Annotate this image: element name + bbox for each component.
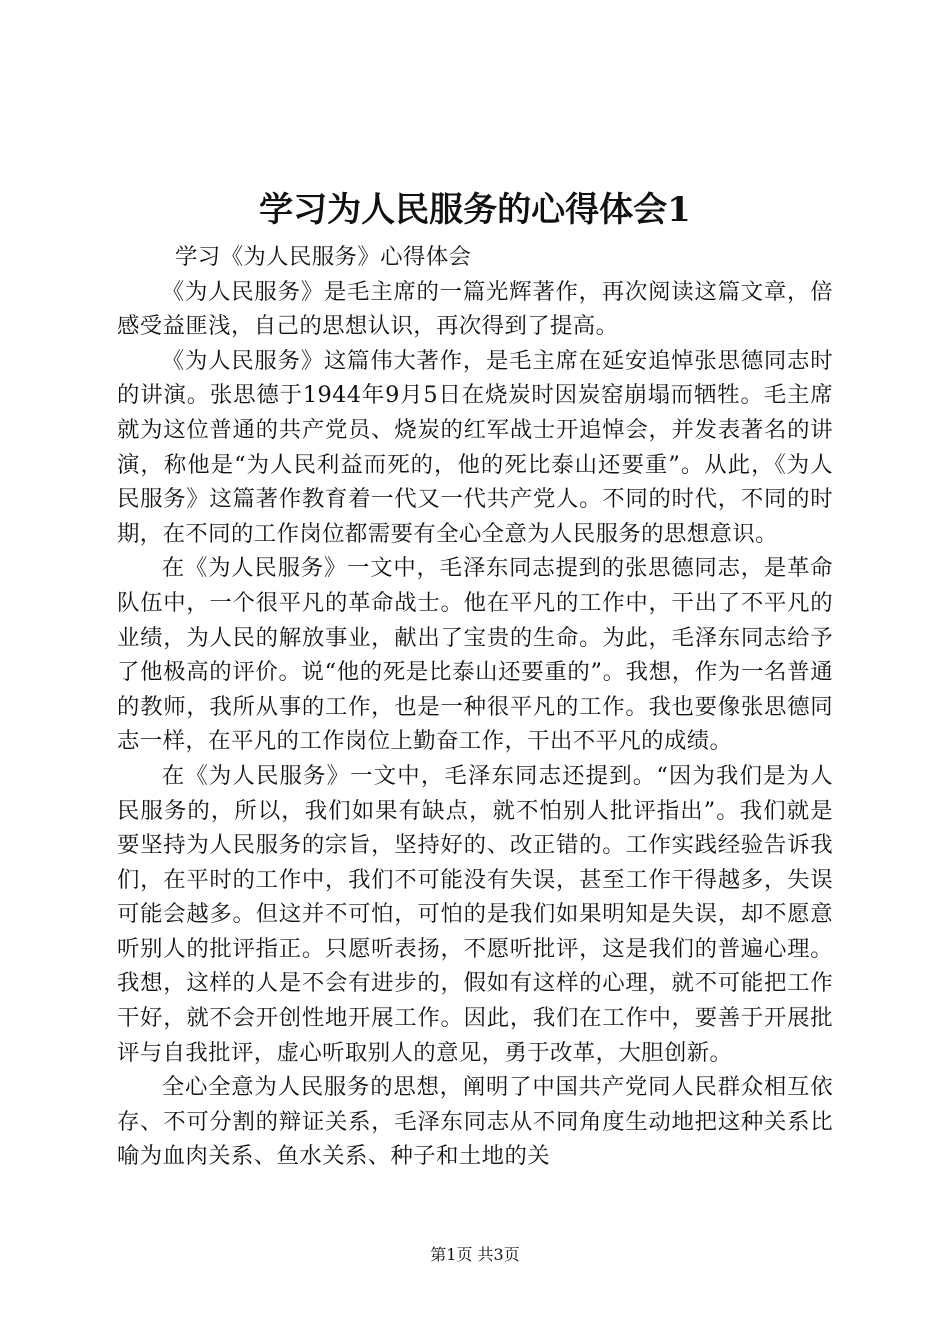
document-body	[117, 240, 833, 1174]
paragraph: 《为人民服务》这篇伟大著作，是毛主席在延安追悼张思德同志时的讲演。张思德于1944年9月5日在烧炭时因炭窑崩塌而牺牲。毛主席就为这位普通的共产党员、烧炭的红军战士开追悼会，并发表著名的讲演，称他是“为人民利益而死的，他的死比泰山还要重”。从此，《为人民服务》这篇著作教育着一代又一代共产党人。不同的时代，不同的时期，在不同的工作岗位都需要有全心全意为人民服务的思想意识。	[117, 347, 833, 547]
document-subtitle: 学习《为人民服务》心得体会	[175, 244, 472, 270]
paragraph: 《为人民服务》是毛主席的一篇光辉著作，再次阅读这篇文章，倍感受益匪浅，自己的思想认识，再次得到了提高。	[117, 278, 833, 340]
paragraph: 全心全意为人民服务的思想，阐明了中国共产党同人民群众相互依存、不可分割的辩证关系，毛泽东同志从不同角度生动地把这种关系比喻为血肉关系、鱼水关系、种子和土地的关	[117, 1074, 833, 1170]
document-title: 学习为人民服务的心得体会1	[259, 190, 691, 230]
page-number: 第1页 共3页	[430, 1245, 520, 1264]
paragraph: 在《为人民服务》一文中，毛泽东同志提到的张思德同志，是革命队伍中，一个很平凡的革命战士。他在平凡的工作中，干出了不平凡的业绩，为人民的解放事业，献出了宝贵的生命。为此，毛泽东同志给予了他极高的评价。说“他的死是比泰山还要重的”。我想，作为一名普通的教师，我所从事的工作，也是一种很平凡的工作。我也要像张思德同志一样，在平凡的工作岗位上勤奋工作，干出不平凡的成绩。	[117, 555, 833, 755]
paragraph: 在《为人民服务》一文中，毛泽东同志还提到。“因为我们是为人民服务的，所以，我们如果有缺点，就不怕别人批评指出”。我们就是要坚持为人民服务的宗旨，坚持好的、改正错的。工作实践经验告诉我们，在平时的工作中，我们不可能没有失误，甚至工作干得越多，失误可能会越多。但这并不可怕，可怕的是我们如果明知是失误，却不愿意听别人的批评指正。只愿听表扬，不愿听批评，这是我们的普遍心理。我想，这样的人是不会有进步的，假如有这样的心理，就不可能把工作干好，就不会开创性地开展工作。因此，我们在工作中，要善于开展批评与自我批评，虚心听取别人的意见，勇于改革，大胆创新。	[117, 762, 833, 1066]
